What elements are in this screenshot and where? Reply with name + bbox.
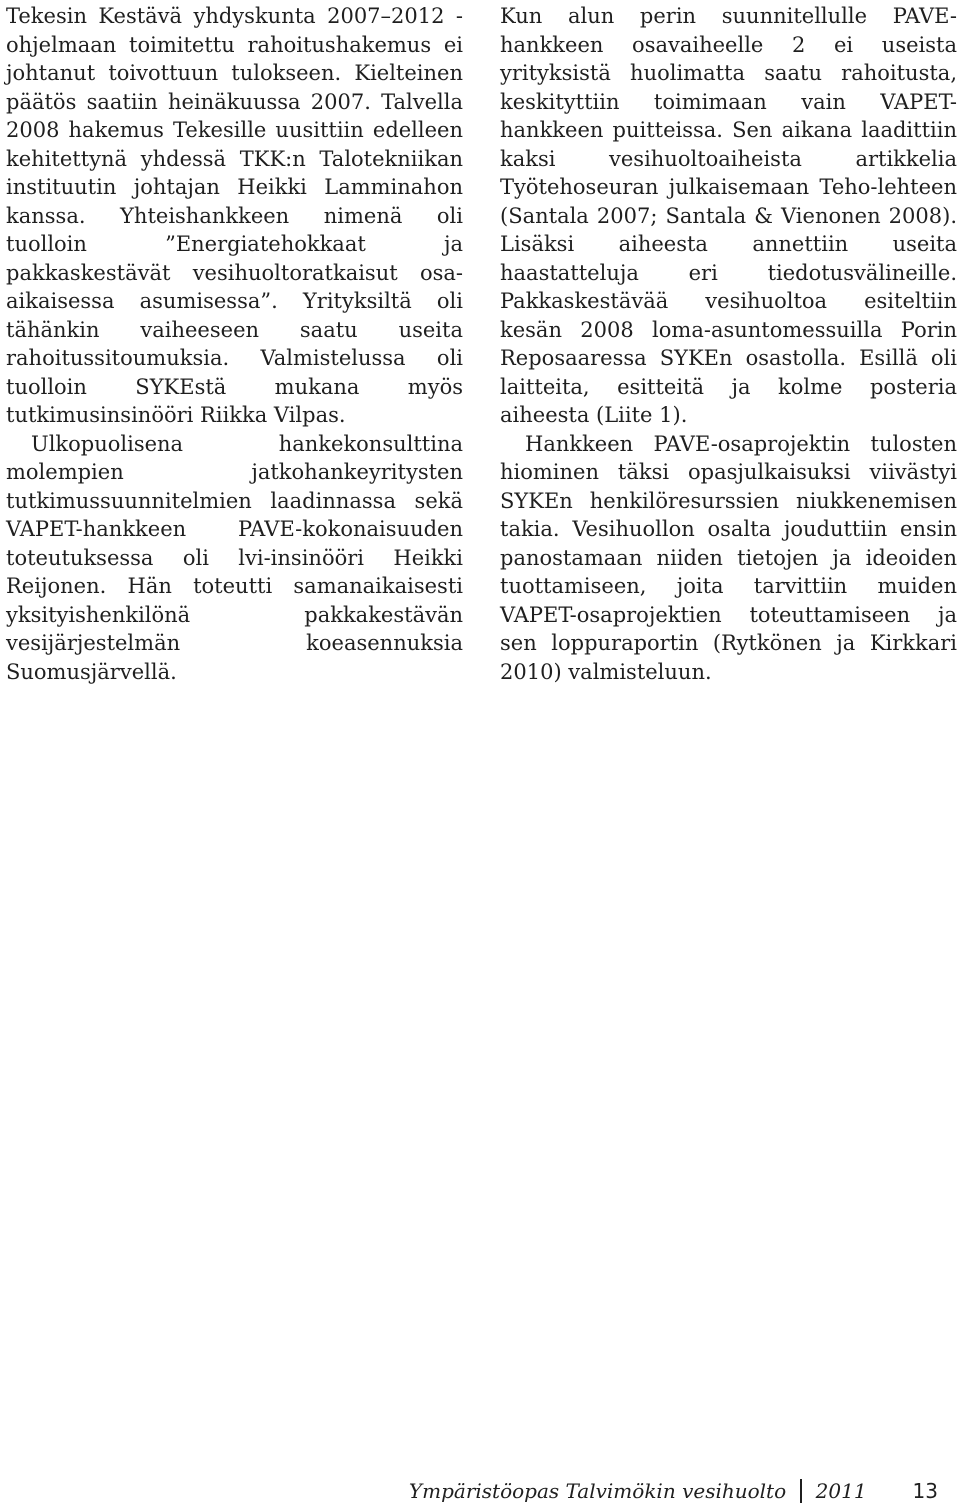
body-paragraph: Ulkopuolisena hankekonsulttina molempien jatkohankeyritysten tutkimussuunnitelmien laadinnassa sekä VAPET-hankkeen PAVE-kokonaisuuden toteutuksessa oli lvi-insinööri Heikki Reijonen. Hän toteutti samanaikaisesti yksityishenkilönä pakkakestävän vesijärjestelmän koeasennuksia Suomusjärvellä. — [6, 431, 463, 684]
page-footer — [409, 1476, 938, 1506]
publication-title: Ympäristöopas Talvimökin vesihuolto — [408, 1479, 787, 1503]
body-paragraph: Kun alun perin suunnitellulle PAVE-hankkeen osavaiheelle 2 ei useista yrityksistä huolimatta saatu rahoitusta, keskityttiin toimimaan vain VAPET-hankkeen puitteissa. Sen aikana laadittiin kaksi vesihuoltoaiheista artikkelia Työtehoseuran julkaisemaan Teho-lehteen (Santala 2007; Santala & Vienonen 2008). Lisäksi aiheesta annettiin useita haastatteluja eri tiedotusvälineille. Pakkaskestävää vesihuoltoa esiteltiin kesän 2008 loma-asuntomessuilla Porin Reposaaressa SYKEn osastolla. Esillä oli laitteita, esitteitä ja kolme posteria aiheesta (Liite 1). — [500, 4, 957, 427]
publication-year: 2011 — [815, 1479, 867, 1503]
body-paragraph: Hankkeen PAVE-osaprojektin tulosten hiominen täksi opasjulkaisuksi viivästyi SYKEn henkilöresurssien niukkenemisen takia. Vesihuollon osalta jouduttiin ensin panostamaan niiden tietojen ja ideoiden tuottamiseen, joita tarvittiin muiden VAPET-osaprojektien toteuttamiseen ja sen loppuraportin (Rytkönen ja Kirkkari 2010) valmisteluun. — [500, 431, 957, 684]
right-column — [500, 2, 957, 686]
footer-divider — [800, 1479, 802, 1503]
left-column — [6, 2, 463, 686]
page-number: 13 — [912, 1479, 938, 1503]
body-paragraph: Tekesin Kestävä yhdyskunta 2007–2012 -ohjelmaan toimitettu rahoitushakemus ei johtanut toivottuun tulokseen. Kielteinen päätös saatiin heinäkuussa 2007. Talvella 2008 hakemus Tekesille uusittiin edelleen kehitettynä yhdessä TKK:n Talotekniikan instituutin johtajan Heikki Lamminahon kanssa. Yhteishankkeen nimenä oli tuolloin ”Energiatehokkaat ja pakkaskestävät vesihuoltoratkaisut osa-aikaisessa asumisessa”. Yrityksiltä oli tähänkin vaiheeseen saatu useita rahoitussitoumuksia. Valmistelussa oli tuolloin SYKEstä mukana myös tutkimusinsinööri Riikka Vilpas. — [6, 4, 463, 427]
